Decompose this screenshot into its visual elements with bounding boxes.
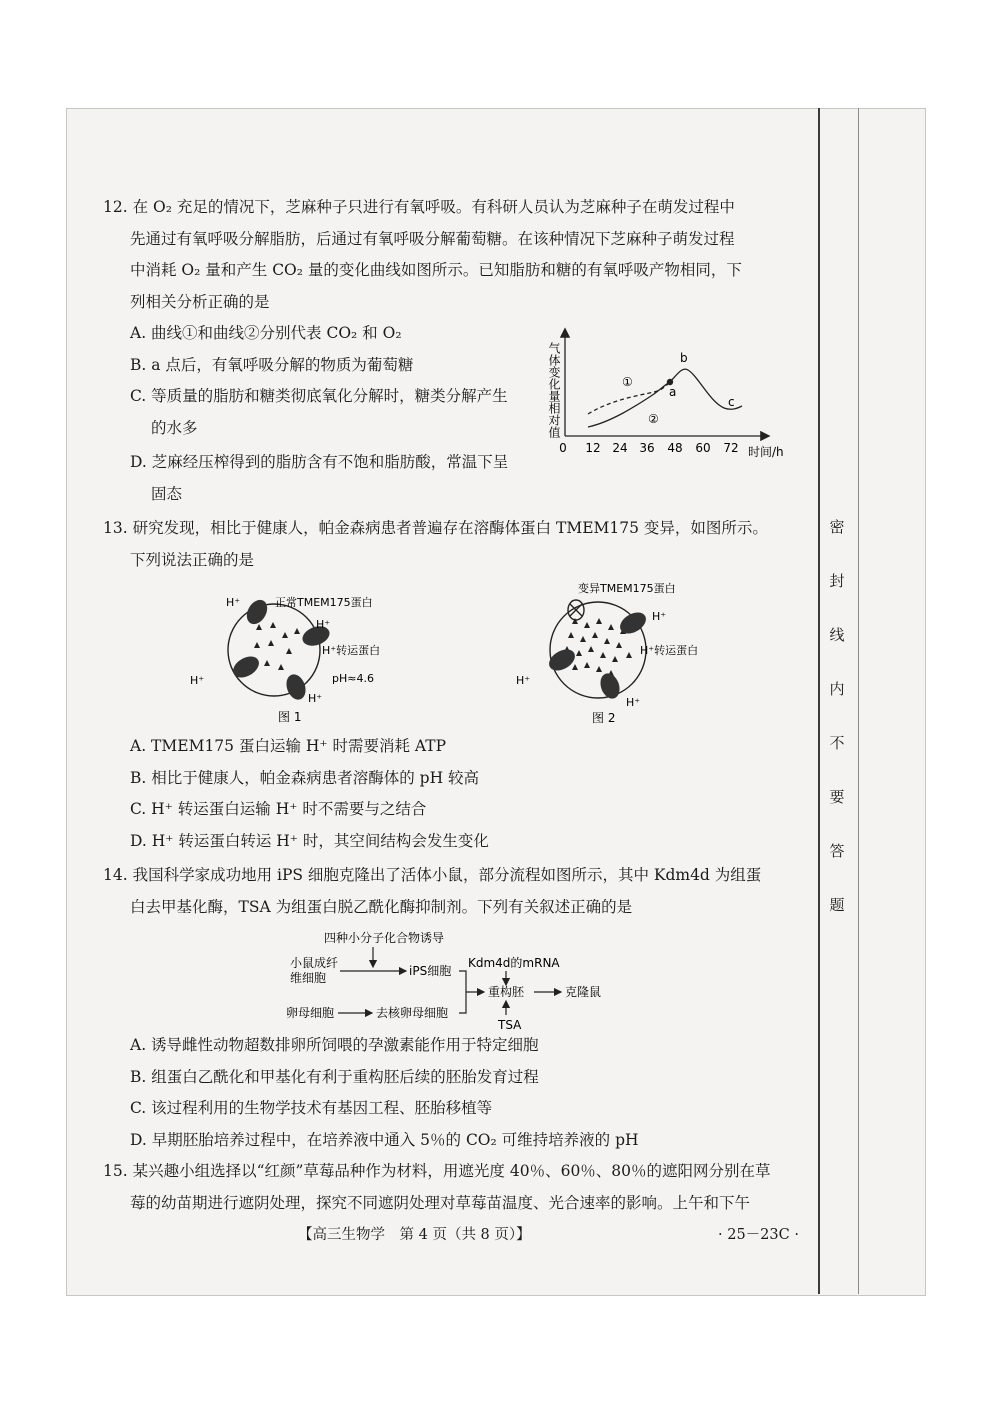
y-axis-label: 气体变化量相对值 [547, 342, 561, 438]
cloned-mouse-label: 克隆鼠 [565, 985, 602, 999]
q12-line-1: 12. 在 O₂ 充足的情况下，芝麻种子只进行有氧呼吸。有科研人员认为芝麻种子在萌发过程中 [103, 198, 735, 216]
point-c-label: c [728, 395, 735, 409]
q12-line-4: 列相关分析正确的是 [130, 292, 270, 311]
fig2-caption: 图 2 [592, 711, 616, 725]
fibroblast-label-2: 维细胞 [290, 971, 327, 985]
q12-line-3: 中消耗 O₂ 量和产生 CO₂ 量的变化曲线如图所示。已知脂肪和糖的有氧呼吸产物相同，下 [130, 261, 742, 279]
q14-option-a: A. 诱导雌性动物超数排卵所饲喂的孕激素能作用于特定细胞 [130, 1036, 539, 1054]
curve-2-label: ② [648, 412, 659, 426]
enucleated-oocyte-label: 去核卵母细胞 [376, 1006, 449, 1020]
reconstructed-embryo-label: 重构胚 [488, 985, 525, 999]
q14-option-d: D. 早期胚胎培养过程中，在培养液中通入 5％的 CO₂ 可维持培养液的 pH [130, 1130, 639, 1149]
inducer-label: 四种小分子化合物诱导 [324, 931, 445, 945]
point-b-label: b [680, 351, 688, 365]
tsa-label: TSA [498, 1018, 522, 1032]
q12-line-2: 先通过有氧呼吸分解脂肪，后通过有氧呼吸分解葡萄糖。在该种情况下芝麻种子萌发过程 [130, 229, 735, 248]
x-axis-label: 时间/h [748, 445, 784, 459]
q12-option-b: B. a 点后，有氧呼吸分解的物质为葡萄糖 [130, 355, 414, 374]
q13-options [103, 731, 803, 857]
question-15 [103, 1156, 803, 1219]
h-transporter-2c [597, 671, 623, 702]
footer-code: · 25－23C · [718, 1227, 799, 1243]
fig1-h-label-3: H⁺ [190, 674, 205, 687]
q15-line-1: 15. 某兴趣小组选择以“红颜”草莓品种作为材料，用遮光度 40％、60％、80％的遮阳网分别在草 [103, 1162, 771, 1180]
q12-gas-chart [536, 326, 796, 466]
x-tick-12: 12 [585, 441, 601, 455]
point-a-label: a [669, 385, 677, 399]
q13-option-b: B. 相比于健康人，帕金森病患者溶酶体的 pH 较高 [130, 768, 480, 787]
q13-option-a: A. TMEM175 蛋白运输 H⁺ 时需要消耗 ATP [130, 737, 447, 755]
q12-option-c: C. 等质量的脂肪和糖类彻底氧化分解时，糖类分解产生 [130, 387, 508, 405]
x-tick-48: 48 [667, 441, 683, 455]
mrna-label: Kdm4d的mRNA [468, 956, 560, 970]
q13-option-d: D. H⁺ 转运蛋白转运 H⁺ 时，其空间结构会发生变化 [130, 831, 489, 850]
fig2-transporter-label: H⁺转运蛋白 [640, 644, 699, 657]
curve-1-label: ① [622, 375, 633, 389]
q13-figure-1 [186, 590, 436, 725]
q13-line-2: 下列说法正确的是 [130, 550, 255, 569]
binding-notice: 密封线内不要答题 [829, 518, 845, 914]
q14-option-c: C. 该过程利用的生物学技术有基因工程、胚胎移植等 [130, 1099, 493, 1117]
fig1-h-label-2: H⁺ [316, 618, 331, 631]
question-13 [103, 513, 803, 576]
fig1-caption: 图 1 [278, 710, 302, 724]
x-tick-0: 0 [559, 441, 567, 455]
x-tick-36: 36 [639, 441, 655, 455]
fig1-ph-label: pH≈4.6 [332, 672, 374, 685]
fig2-h-label-1: H⁺ [652, 610, 667, 623]
h-transporter-1c [283, 672, 309, 703]
x-tick-72: 72 [723, 441, 739, 455]
q12-option-d-cont: 固态 [151, 484, 183, 503]
fig1-h-label-1: H⁺ [226, 596, 241, 609]
fig2-protein-label: 变异TMEM175蛋白 [578, 582, 676, 595]
x-tick-24: 24 [612, 441, 628, 455]
q13-option-c: C. H⁺ 转运蛋白运输 H⁺ 时不需要与之结合 [130, 800, 427, 818]
footer-page-title: 【高三生物学 第 4 页（共 8 页）】 [298, 1227, 531, 1243]
ips-cell-label: iPS细胞 [409, 964, 452, 978]
fig2-h-label-3: H⁺ [626, 696, 641, 709]
q15-line-2: 莓的幼苗期进行遮阴处理，探究不同遮阴处理对草莓苗温度、光合速率的影响。上午和下午 [130, 1193, 751, 1212]
lysosome-1 [228, 604, 320, 696]
fibroblast-label-1: 小鼠成纤 [290, 956, 339, 970]
q12-option-a: A. 曲线①和曲线②分别代表 CO₂ 和 O₂ [130, 324, 402, 342]
q14-line-1: 14. 我国科学家成功地用 iPS 细胞克隆出了活体小鼠，部分流程如图所示，其中 Kdm4d 为组蛋 [103, 866, 762, 884]
fig2-h-label-2: H⁺ [516, 674, 531, 687]
q12-option-d: D. 芝麻经压榨得到的脂肪含有不饱和脂肪酸，常温下呈 [130, 453, 509, 471]
oocyte-label: 卵母细胞 [286, 1006, 335, 1020]
q13-line-1: 13. 研究发现，相比于健康人，帕金森病患者普遍存在溶酶体蛋白 TMEM175 变异，如图所示。 [103, 519, 768, 537]
q13-figure-2 [510, 578, 750, 728]
fig1-protein-label: 正常TMEM175蛋白 [275, 596, 373, 609]
x-tick-60: 60 [695, 441, 711, 455]
h-transporter-1b [229, 652, 262, 682]
q12-option-c-cont: 的水多 [151, 418, 198, 437]
fig1-transporter-label: H⁺转运蛋白 [322, 644, 381, 657]
q14-line-2: 白去甲基化酶，TSA 为组蛋白脱乙酰化酶抑制剂。下列有关叙述正确的是 [130, 897, 633, 916]
q14-option-b: B. 组蛋白乙酰化和甲基化有利于重构胚后续的胚胎发育过程 [130, 1067, 539, 1086]
fig1-h-label-4: H⁺ [308, 692, 323, 705]
question-14 [103, 860, 803, 923]
q14-flow-diagram [276, 925, 616, 1035]
q14-options [103, 1030, 803, 1156]
